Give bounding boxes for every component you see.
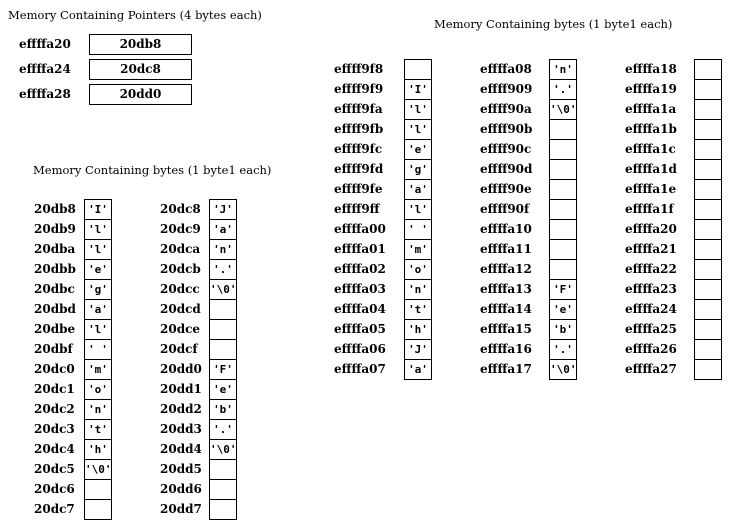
byte-address: effffa23 <box>625 282 677 296</box>
byte-address: 20dbb <box>34 262 76 276</box>
byte-address: effffa1e <box>625 182 677 196</box>
byte-value-cell <box>694 319 722 340</box>
byte-address: 20dc5 <box>34 462 75 476</box>
byte-value-cell <box>549 219 577 240</box>
byte-value-cell: 'I' <box>404 79 432 100</box>
byte-value-cell: '\0' <box>549 99 577 120</box>
byte-address: effffa08 <box>480 62 532 76</box>
byte-value-cell: 'n' <box>209 239 237 260</box>
byte-address: effffa26 <box>625 342 677 356</box>
byte-address: effff90e <box>480 182 532 196</box>
byte-value-cell: 'e' <box>84 259 112 280</box>
byte-address: 20dd1 <box>160 382 202 396</box>
byte-address: effffa20 <box>625 222 677 236</box>
byte-value-cell <box>84 479 112 500</box>
byte-address: effffa21 <box>625 242 677 256</box>
byte-value-cell: 'l' <box>404 99 432 120</box>
byte-address: 20dca <box>160 242 201 256</box>
byte-value-cell: 'n' <box>549 59 577 80</box>
pointer-address: effffa28 <box>19 87 71 101</box>
byte-address: effff9f9 <box>334 82 384 96</box>
pointer-value-cell: 20dc8 <box>89 59 192 80</box>
byte-value-cell: ' ' <box>404 219 432 240</box>
byte-value-cell: ' ' <box>84 339 112 360</box>
byte-value-cell <box>549 139 577 160</box>
byte-address: 20dc0 <box>34 362 75 376</box>
byte-value-cell <box>694 359 722 380</box>
byte-value-cell: 'l' <box>404 199 432 220</box>
pointer-memory-title: Memory Containing Pointers (4 bytes each) <box>8 8 262 22</box>
byte-address: effff9fb <box>334 122 384 136</box>
byte-value-cell: 'a' <box>404 359 432 380</box>
byte-address: 20dd7 <box>160 502 202 516</box>
byte-value-cell: 'F' <box>209 359 237 380</box>
byte-value-cell: 'J' <box>209 199 237 220</box>
byte-address: effff90d <box>480 162 533 176</box>
byte-address: effff9ff <box>334 202 380 216</box>
byte-value-cell <box>694 279 722 300</box>
byte-value-cell: 'a' <box>84 299 112 320</box>
byte-address: 20dc6 <box>34 482 75 496</box>
byte-value-cell: 'e' <box>209 379 237 400</box>
byte-value-cell: 'n' <box>404 279 432 300</box>
pointer-address: effffa24 <box>19 62 71 76</box>
byte-address: effff909 <box>480 82 533 96</box>
byte-address: effffa1a <box>625 102 677 116</box>
byte-address: effffa16 <box>480 342 532 356</box>
byte-value-cell: 'F' <box>549 279 577 300</box>
byte-value-cell: 'o' <box>84 379 112 400</box>
byte-memory-title-left: Memory Containing bytes (1 byte1 each) <box>33 163 272 177</box>
byte-address: effffa12 <box>480 262 532 276</box>
byte-value-cell <box>694 219 722 240</box>
byte-address: effff9fa <box>334 102 383 116</box>
byte-value-cell: '.' <box>549 339 577 360</box>
byte-value-cell: 't' <box>404 299 432 320</box>
byte-value-cell <box>209 339 237 360</box>
byte-address: effffa17 <box>480 362 532 376</box>
byte-address: effff9fd <box>334 162 384 176</box>
byte-address: 20dcd <box>160 302 201 316</box>
byte-address: effffa1c <box>625 142 676 156</box>
byte-address: effff90b <box>480 122 533 136</box>
byte-address: effffa1d <box>625 162 677 176</box>
byte-address: 20dce <box>160 322 201 336</box>
byte-address: effff9fe <box>334 182 383 196</box>
byte-value-cell <box>84 499 112 520</box>
byte-value-cell <box>694 339 722 360</box>
byte-value-cell <box>694 99 722 120</box>
byte-value-cell <box>209 499 237 520</box>
byte-address: effffa14 <box>480 302 532 316</box>
byte-address: effffa03 <box>334 282 386 296</box>
byte-value-cell <box>694 199 722 220</box>
byte-address: effffa02 <box>334 262 386 276</box>
byte-value-cell <box>694 139 722 160</box>
byte-address: effffa1b <box>625 122 677 136</box>
byte-address: 20dc9 <box>160 222 201 236</box>
byte-value-cell <box>549 239 577 260</box>
byte-address: 20dd0 <box>160 362 202 376</box>
byte-address: effffa18 <box>625 62 677 76</box>
byte-address: 20dc3 <box>34 422 75 436</box>
byte-value-cell: 'e' <box>404 139 432 160</box>
byte-address: effff90f <box>480 202 530 216</box>
byte-address: effffa15 <box>480 322 532 336</box>
byte-address: 20dd2 <box>160 402 202 416</box>
byte-value-cell <box>694 79 722 100</box>
byte-address: effffa22 <box>625 262 677 276</box>
byte-value-cell: 'l' <box>84 319 112 340</box>
byte-value-cell: 'h' <box>84 439 112 460</box>
byte-value-cell: '.' <box>209 259 237 280</box>
byte-value-cell: 'l' <box>404 119 432 140</box>
byte-address: effffa25 <box>625 322 677 336</box>
byte-address: effff90a <box>480 102 532 116</box>
byte-value-cell <box>694 239 722 260</box>
byte-address: 20dbc <box>34 282 75 296</box>
byte-address: effffa01 <box>334 242 386 256</box>
byte-address: 20dc4 <box>34 442 75 456</box>
byte-address: 20dc2 <box>34 402 75 416</box>
byte-value-cell: 'b' <box>209 399 237 420</box>
byte-address: effffa24 <box>625 302 677 316</box>
byte-address: effffa04 <box>334 302 386 316</box>
byte-value-cell: '\0' <box>209 439 237 460</box>
byte-value-cell: '.' <box>549 79 577 100</box>
byte-value-cell <box>549 119 577 140</box>
byte-value-cell: 'n' <box>84 399 112 420</box>
byte-address: 20dcb <box>160 262 201 276</box>
byte-value-cell <box>549 199 577 220</box>
byte-value-cell <box>694 179 722 200</box>
byte-value-cell: 'I' <box>84 199 112 220</box>
byte-address: 20dc1 <box>34 382 75 396</box>
byte-address: 20db9 <box>34 222 76 236</box>
byte-address: 20dd5 <box>160 462 202 476</box>
byte-value-cell: '\0' <box>84 459 112 480</box>
byte-value-cell <box>694 299 722 320</box>
byte-address: effffa27 <box>625 362 677 376</box>
byte-address: 20dd4 <box>160 442 202 456</box>
byte-value-cell <box>549 179 577 200</box>
byte-address: effff9fc <box>334 142 383 156</box>
byte-address: effffa00 <box>334 222 386 236</box>
byte-address: 20dcf <box>160 342 198 356</box>
byte-value-cell: '\0' <box>209 279 237 300</box>
byte-value-cell: '\0' <box>549 359 577 380</box>
byte-value-cell: 'm' <box>84 359 112 380</box>
byte-address: effff90c <box>480 142 532 156</box>
byte-value-cell: 't' <box>84 419 112 440</box>
pointer-address: effffa20 <box>19 37 71 51</box>
byte-value-cell <box>209 299 237 320</box>
byte-value-cell: 'h' <box>404 319 432 340</box>
byte-value-cell: 'a' <box>209 219 237 240</box>
byte-value-cell: 'e' <box>549 299 577 320</box>
byte-value-cell <box>404 59 432 80</box>
byte-value-cell: 'l' <box>84 239 112 260</box>
byte-address: 20db8 <box>34 202 76 216</box>
pointer-value-cell: 20dd0 <box>89 84 192 105</box>
byte-address: effffa06 <box>334 342 386 356</box>
byte-address: effffa05 <box>334 322 386 336</box>
byte-value-cell <box>694 259 722 280</box>
byte-value-cell <box>694 59 722 80</box>
byte-value-cell: 'J' <box>404 339 432 360</box>
byte-address: 20dd3 <box>160 422 202 436</box>
byte-address: 20dba <box>34 242 76 256</box>
byte-value-cell: '.' <box>209 419 237 440</box>
byte-address: effffa1f <box>625 202 674 216</box>
byte-address: effffa13 <box>480 282 532 296</box>
byte-address: effffa19 <box>625 82 677 96</box>
byte-address: 20dcc <box>160 282 200 296</box>
byte-address: 20dbd <box>34 302 76 316</box>
byte-value-cell <box>549 259 577 280</box>
byte-value-cell <box>209 459 237 480</box>
byte-address: 20dbe <box>34 322 76 336</box>
byte-address: 20dc8 <box>160 202 201 216</box>
byte-value-cell: 'o' <box>404 259 432 280</box>
byte-address: 20dd6 <box>160 482 202 496</box>
byte-value-cell: 'a' <box>404 179 432 200</box>
byte-address: effff9f8 <box>334 62 384 76</box>
byte-address: effffa11 <box>480 242 532 256</box>
byte-memory-title-right: Memory Containing bytes (1 byte1 each) <box>434 17 673 31</box>
byte-value-cell <box>209 479 237 500</box>
byte-value-cell: 'g' <box>84 279 112 300</box>
byte-value-cell: 'b' <box>549 319 577 340</box>
byte-value-cell <box>694 119 722 140</box>
byte-address: 20dbf <box>34 342 73 356</box>
byte-address: effffa10 <box>480 222 532 236</box>
byte-value-cell: 'l' <box>84 219 112 240</box>
byte-value-cell <box>209 319 237 340</box>
byte-value-cell <box>694 159 722 180</box>
byte-address: 20dc7 <box>34 502 75 516</box>
byte-value-cell <box>549 159 577 180</box>
pointer-value-cell: 20db8 <box>89 34 192 55</box>
byte-address: effffa07 <box>334 362 386 376</box>
byte-value-cell: 'g' <box>404 159 432 180</box>
byte-value-cell: 'm' <box>404 239 432 260</box>
